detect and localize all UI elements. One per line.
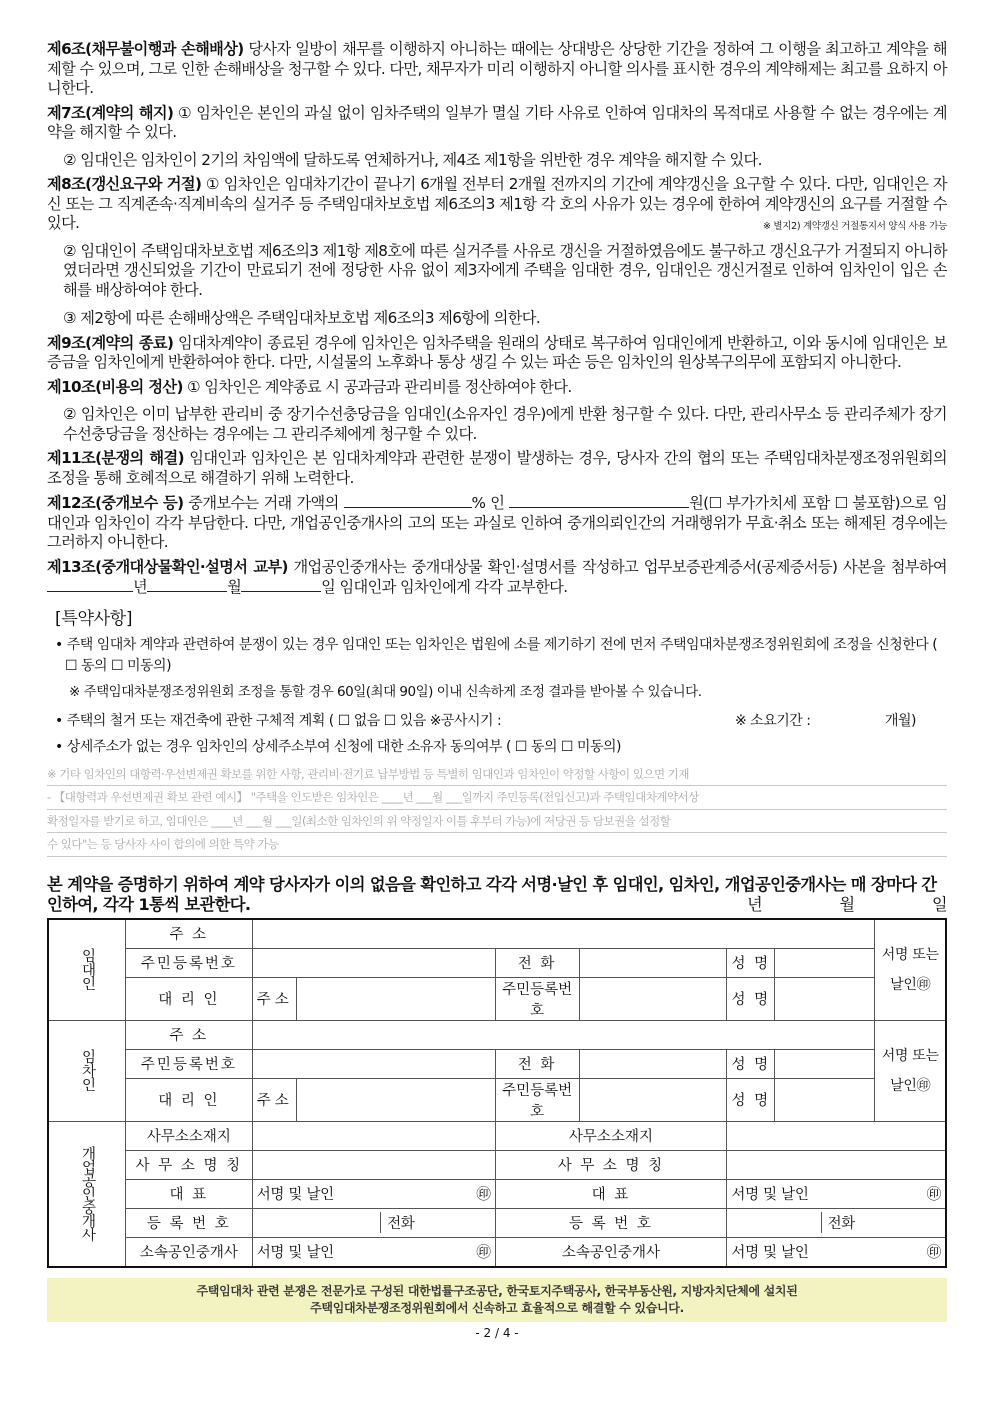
lessor-address-field[interactable] [252,919,875,949]
article-7-para-2: ② 임대인은 임차인이 2기의 차임액에 달하도록 연체하거나, 제4조 제1항을 위반한 경우 계약을 해지할 수 있다. [63,150,762,169]
agent1-rep-sign-field[interactable] [252,1179,495,1208]
lessee-address-label: 주 소 [126,1020,253,1049]
lessor-proxy-rrn-label: 주민등록번호 [495,977,579,1020]
lessee-proxy-name-label: 성 명 [727,1078,775,1121]
lessee-proxy-rrn-label: 주민등록번호 [495,1078,579,1121]
lessor-seal-label: 날인㊞ [890,976,931,993]
lessee-sign-label: 서명 또는 [881,1047,939,1064]
article-8-heading: 제8조(갱신요구와 거절) [47,175,202,193]
special-terms-hint-2: - 【대항력과 우선변제권 확보 관련 예시】 "주택을 인도받은 임차인은 ____년 ___월 ___일까지 주민등록(전입신고)과 주택임대차계약서상 [47,786,947,810]
lessor-sign-label: 서명 또는 [881,946,939,963]
special-term-dispute-note: ※ 주택임대차분쟁조정위원회 조정을 통할 경우 60일(최대 90일) 이내 신속하게 조정 결과를 받아볼 수 있습니다. [69,683,702,700]
agent2-tel-label: 전화 [821,1212,861,1233]
special-term-address-consent[interactable]: • 상세주소가 없는 경우 임차인의 상세주소부여 신청에 대한 소유자 동의여부 ( ☐ 동의 ☐ 미동의) [55,738,621,755]
agent1-tel-label: 전화 [380,1212,420,1233]
lessee-rrn-field[interactable] [252,1049,495,1078]
lessee-phone-field[interactable] [579,1049,727,1078]
agent2-rep-label: 대 표 [495,1179,727,1208]
special-terms-hint-1: ※ 기타 임차인의 대항력·우선변제권 확보를 위한 사항, 관리비·전기료 납부방법 등 특별히 임대인과 임차인이 약정할 사항이 있으면 기재 [47,763,947,787]
lessee-proxy-name-field[interactable] [775,1078,875,1121]
reconstruction-duration-label: ※ 소요기간 : [735,712,811,729]
agent-group-label: 개업공인중개사 [48,1121,126,1267]
agent1-rep-sign-label: 서명 및 날인 [256,1187,334,1203]
article-7-body: ① 임차인은 본인의 과실 없이 임차주택의 일부가 멸실 기타 사유로 인하여 임대차의 목적대로 사용할 수 없는 경우에는 계약을 해지할 수 있다. [47,103,947,141]
dispute-notice-line-1: 주택임대차 관련 분쟁은 전문가로 구성된 대한법률구조공단, 한국토지주택공사, 한국부동산원, 지방자치단체에 설치된 [196,1283,798,1298]
agent2-member-sign-field[interactable] [727,1237,946,1267]
agent1-rep-label: 대 표 [126,1179,253,1208]
article-13-heading: 제13조(중개대상물확인·설명서 교부) [47,557,288,576]
article-6 [47,40,947,99]
lessee-seal-label: 날인㊞ [890,1077,931,1094]
article-11 [47,449,947,488]
brokerage-rate-blank[interactable] [344,493,472,508]
article-7-heading: 제7조(계약의 해지) [47,103,174,122]
agent1-office-name-label: 사 무 소 명 칭 [126,1150,253,1179]
lessee-proxy-address-field[interactable] [296,1078,495,1121]
article-8 [47,175,947,329]
signing-statement [47,875,947,915]
lessor-name-field[interactable] [775,948,875,977]
article-12-text-3: 원(☐ 부가가치세 포함 ☐ 불포함)으로 임대인과 임차인이 각각 부담한다. 다만, 개업공인중개사의 고의 또는 과실로 인하여 중개의뢰인간의 거래행위가 무효·취소 또는 해제된 경우에는 그러하지 아니한다. [47,494,947,551]
article-10-heading: 제10조(비용의 정산) [47,377,183,396]
lessor-proxy-name-label: 성 명 [727,977,775,1020]
lessor-proxy-address-label: 주 소 [252,977,296,1020]
agent1-member-seal-icon: ㊞ [476,1245,491,1261]
signing-statement-text: 본 계약을 증명하기 위하여 계약 당사자가 이의 없음을 확인하고 각각 서명·날인 후 임대인, 임차인, 개업공인중개사는 매 장마다 간인하여, 각각 1통씩 보관한다. [47,874,937,914]
agent1-reg-label: 등 록 번 호 [126,1208,253,1237]
signing-day: 일 [931,894,947,914]
agent1-member-sign-field[interactable] [252,1237,495,1267]
dispute-notice [47,1278,947,1322]
article-8-para-3: ③ 제2항에 따른 손해배상액은 주택임대차보호법 제6조의3 제6항에 의한다. [63,309,541,327]
dispute-notice-line-2: 주택임대차분쟁조정위원회에서 신속하고 효율적으로 해결할 수 있습니다. [310,1300,684,1315]
delivery-year-blank[interactable] [47,577,133,592]
delivery-month-blank[interactable] [147,577,227,592]
article-12-text-2: % 인 [471,494,510,512]
brokerage-amount-blank[interactable] [509,493,689,508]
signing-month: 월 [839,894,855,914]
agent2-rep-sign-label: 서명 및 날인 [731,1187,809,1203]
agent2-rep-sign-field[interactable] [727,1179,946,1208]
agent2-office-name-label: 사 무 소 명 칭 [495,1150,727,1179]
article-13-year: 년 [133,578,148,596]
lessee-rrn-label: 주민등록번호 [126,1049,253,1078]
lessor-address-label: 주 소 [126,919,253,949]
agent1-reg-field[interactable] [252,1208,495,1237]
article-9 [47,334,947,373]
article-13-month: 월 [227,578,242,596]
lessee-name-field[interactable] [775,1049,875,1078]
agent1-member-label: 소속공인중개사 [126,1237,253,1267]
reconstruction-plan-text: • 주택의 철거 또는 재건축에 관한 구체적 계획 ( ☐ 없음 ☐ 있음 ※공사시기 : [55,712,502,729]
article-8-para-2: ② 임대인이 주택임대차보호법 제6조의3 제1항 제8호에 따른 실거주를 사유로 갱신을 거절하였음에도 불구하고 갱신요구가 거절되지 아니하였더라면 갱신되었을 기간이 만료되기 전에 정당한 사유 없이 제3자에게 주택을 임대한 경우, 임대인은 갱신거절로 인하여 임차인이 입은 손해를 배상하여야 한다. [63,241,947,299]
delivery-day-blank[interactable] [241,577,321,592]
lessee-group-label: 임차인 [48,1020,126,1121]
lessee-name-label: 성 명 [727,1049,775,1078]
article-13-text-2: 일 임대인과 임차인에게 각각 교부한다. [321,578,568,596]
article-10-para-2: ② 임차인은 이미 납부한 관리비 중 장기수선충당금을 임대인(소유자인 경우)에게 반환 청구할 수 있다. 다만, 관리사무소 등 관리주체가 장기수선충당금을 정산하는 경우에는 그 관리주체에게 청구할 수 있다. [63,405,947,443]
article-10-body: ① 임차인은 계약종료 시 공과금과 관리비를 정산하여야 한다. [182,377,572,396]
article-7 [47,104,947,171]
agent2-office-location-field[interactable] [727,1121,946,1150]
agent2-reg-field[interactable] [727,1208,946,1237]
lessor-phone-field[interactable] [579,948,727,977]
lessor-rrn-field[interactable] [252,948,495,977]
lessor-phone-label: 전 화 [495,948,579,977]
agent2-member-sign-label: 서명 및 날인 [731,1245,809,1261]
reconstruction-months-label: 개월) [885,712,917,729]
agent1-office-location-label: 사무소소재지 [126,1121,253,1150]
lessee-signature-box[interactable] [875,1020,946,1121]
article-9-body: 임대차계약이 종료된 경우에 임차인은 임차주택을 원래의 상태로 복구하여 임대인에게 반환하고, 이와 동시에 임대인은 보증금을 임차인에게 반환하여야 한다. 다만, 시설물의 노후화나 통상 생길 수 있는 파손 등은 임차인의 원상복구의무에 포함되지 아니한다. [47,333,947,371]
lessor-name-label: 성 명 [727,948,775,977]
article-6-body: 당사자 일방이 채무를 이행하지 아니하는 때에는 상대방은 상당한 기간을 정하여 그 이행을 최고하고 계약을 해제할 수 있으며, 그로 인한 손해배상을 청구할 수 있다. 다만, 채무자가 미리 이행하지 아니할 의사를 표시한 경우의 계약해제는 최고를 요하지 아니한다. [47,40,947,97]
agent1-rep-seal-icon: ㊞ [476,1187,491,1203]
article-13-text-1: 개업공인중개사는 중개대상물 확인·설명서를 작성하고 업무보증관계증서(공제증서등) 사본을 첨부하여 [287,557,947,576]
special-terms-hint-3: 확정일자를 받기로 하고, 임대인은 ____년 ___월 ___일(최소한 임차인의 위 약정일자 이틀 후부터 가능)에 저당권 등 담보권을 설정할 [47,810,947,834]
agent2-office-location-label: 사무소소재지 [495,1121,727,1150]
article-8-note: ※ 별지2) 계약갱신 거절통지서 양식 사용 가능 [762,221,947,232]
article-11-heading: 제11조(분쟁의 해결) [47,449,184,467]
lessee-proxy-rrn-field[interactable] [579,1078,727,1121]
special-terms [47,635,947,758]
agent2-member-seal-icon: ㊞ [926,1245,941,1261]
lessor-proxy-label: 대 리 인 [126,977,253,1020]
article-12-text-1: 중개보수는 거래 가액의 [183,494,344,512]
lessor-proxy-address-field[interactable] [296,977,495,1020]
agent2-rep-seal-icon: ㊞ [926,1187,941,1203]
lessee-phone-label: 전 화 [495,1049,579,1078]
lessee-proxy-label: 대 리 인 [126,1078,253,1121]
agent2-member-label: 소속공인중개사 [495,1237,727,1267]
lessor-rrn-label: 주민등록번호 [126,948,253,977]
article-8-body: ① 임차인은 임대차기간이 끝나기 6개월 전부터 2개월 전까지의 기간에 계약갱신을 요구할 수 있다. 다만, 임대인은 자신 또는 그 직계존속·직계비속의 실거주 등 주택임대차보호법 제6조의3 제1항 각 호의 사유가 있는 경우에 한하여 계약갱신의 요구를 거절할 수 있다. [47,175,947,232]
article-12-heading: 제12조(중개보수 등) [47,494,184,512]
article-11-body: 임대인과 임차인은 본 임대차계약과 관련한 분쟁이 발생하는 경우, 당사자 간의 협의 또는 주택임대차분쟁조정위원회의 조정을 통해 호혜적으로 해결하기 위해 노력한다. [47,449,947,487]
lessor-signature-box[interactable] [875,919,946,1021]
agent1-office-location-field[interactable] [252,1121,495,1150]
special-term-reconstruction[interactable] [55,711,947,732]
signing-date[interactable] [747,895,947,915]
agent1-office-name-field[interactable] [252,1150,495,1179]
contract-page-2 [47,40,947,1340]
lessor-group-label: 임대인 [48,919,126,1021]
signing-year: 년 [747,894,763,914]
special-term-dispute[interactable]: • 주택 임대차 계약과 관련하여 분쟁이 있는 경우 임대인 또는 임차인은 법원에 소를 제기하기 전에 먼저 주택임대차분쟁조정위원회에 조정을 신청한다 ( ☐ 동의 ☐ 미동의) [55,636,938,674]
article-12 [47,493,947,553]
agent2-reg-label: 등 록 번 호 [495,1208,727,1237]
special-terms-entry-area[interactable] [47,763,947,857]
agent1-member-sign-label: 서명 및 날인 [256,1245,334,1261]
special-terms-title: [특약사항] [55,608,133,629]
article-9-heading: 제9조(계약의 종료) [47,333,174,352]
lessee-address-field[interactable] [252,1020,875,1049]
lessor-proxy-name-field[interactable] [775,977,875,1020]
article-6-heading: 제6조(채무불이행과 손해배상) [47,40,244,58]
lessor-proxy-rrn-field[interactable] [579,977,727,1020]
page-number: - 2 / 4 - [475,1325,519,1340]
agent2-office-name-field[interactable] [727,1150,946,1179]
article-13 [47,558,947,598]
lessee-proxy-address-label: 주 소 [252,1078,296,1121]
special-terms-hint-4: 수 있다"는 등 당사자 사이 합의에 의한 특약 가능 [47,833,947,857]
signature-table [47,918,947,1268]
article-10 [47,378,947,445]
